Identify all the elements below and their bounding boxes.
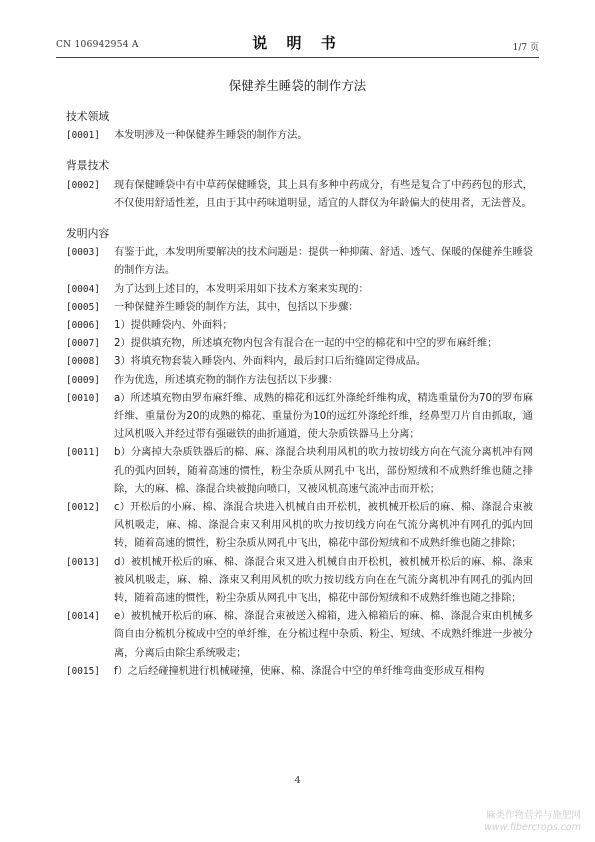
paragraph-number: [0001] <box>66 130 100 142</box>
document-body <box>66 108 533 681</box>
paragraph-text: f）之后经碰撞机进行机械碰撞，使麻、棉、涤混合中空的单纤维弯曲变形成互相构 <box>114 665 485 677</box>
paragraph-number: [0009] <box>66 374 100 386</box>
watermark-url: www.fibercrops.com <box>484 822 581 833</box>
page-header <box>56 32 539 56</box>
paragraph-text: 为了达到上述目的，本发明采用如下技术方案来实现的： <box>114 283 369 295</box>
paragraph-text: d）被机械开松后的麻、棉、涤混合束又进入机械自由开松机，被机械开松后的麻、棉、涤束被风机吸走，麻、棉、涤束又利用风机的吹力按切线方向在在气流分离机冲有网孔的弧内回转，随着高速的惯性，粉尘杂质从网孔中飞出，棉花中部份短绒和不成熟纤维也随之排除； <box>114 556 533 605</box>
section-heading-invention-content: 发明内容 <box>66 227 110 241</box>
watermark-text: 麻类作物营养与施肥网 <box>485 810 581 821</box>
paragraph <box>66 608 533 663</box>
document-type: 说 明 书 <box>252 34 343 52</box>
paragraph-number: [0012] <box>66 502 100 514</box>
paragraph <box>66 554 533 609</box>
paragraph-text: 一种保健养生睡袋的制作方法，其中，包括以下步骤： <box>114 301 359 313</box>
page-info: 1/7 页 <box>512 43 539 53</box>
paragraph-number: [0006] <box>66 320 100 332</box>
document-title: 保健养生睡袋的制作方法 <box>228 78 367 93</box>
page-number: 4 <box>294 775 301 786</box>
paragraph <box>66 244 533 280</box>
paragraph-text: 2）提供填充物，所述填充物内包含有混合在一起的中空的棉花和中空的罗布麻纤维； <box>114 338 498 350</box>
paragraph <box>66 317 533 335</box>
paragraph-text: 作为优选，所述填充物的制作方法包括以下步骤： <box>114 374 339 386</box>
section-heading-technical-field: 技术领域 <box>66 110 110 123</box>
paragraph-number: [0008] <box>66 356 100 368</box>
paragraph <box>66 499 533 554</box>
paragraph <box>66 663 533 681</box>
paragraph-number: [0002] <box>66 179 100 191</box>
paragraph <box>66 372 533 390</box>
paragraph-number: [0004] <box>66 283 100 295</box>
paragraph-number: [0011] <box>66 447 100 459</box>
paragraph-text: e）被机械开松后的麻、棉、涤混合束被送入棉箱，进入棉箱后的麻、棉、涤混合束由机械多筒自由分梳机分梳成中空的单纤维，在分梳过程中杂质、粉尘、短绒、不成熟纤维进一步被分离，分离后由除尘系统吸走； <box>114 611 533 659</box>
paragraph-number: [0013] <box>66 556 100 568</box>
paragraph-number: [0003] <box>66 247 100 259</box>
paragraph-text: a）所述填充物由罗布麻纤维、成熟的棉花和远红外涤纶纤维构成，精选重量份为70的罗布麻纤维、重量份为20的成熟的棉花、重量份为10的远红外涤纶纤维，经鼻型刀片自由抓取，通过风机吸入并经过带有强磁铁的曲折通道，使大杂质铁器马上分离； <box>114 392 533 441</box>
paragraph <box>66 127 533 145</box>
paragraph-text: 现有保健睡袋中有中草药保健睡袋，其上具有多种中药成分，有些是复合了中药药包的形式，不仅使用舒适性差，且由于其中药味道明显，适宜的人群仅为年龄偏大的使用者，无法普及。 <box>114 179 533 209</box>
paragraph <box>66 299 533 317</box>
paragraph <box>66 444 533 499</box>
paragraph-text: 3）将填充物套装入睡袋内、外面料内，最后封口后绗缝固定得成品。 <box>114 356 427 368</box>
paragraph-text: 本发明涉及一种保健养生睡袋的制作方法。 <box>114 130 308 142</box>
paragraph-text: 有鉴于此，本发明所要解决的技术问题是：提供一种抑菌、舒适、透气、保暖的保健养生睡袋的制作方法。 <box>114 247 533 277</box>
paragraph-number: [0015] <box>66 665 100 677</box>
paragraph-text: 1）提供睡袋内、外面料； <box>114 320 233 332</box>
paragraph-number: [0010] <box>66 392 100 404</box>
paragraph <box>66 281 533 299</box>
paragraph-number: [0005] <box>66 301 100 313</box>
paragraph <box>66 177 533 213</box>
paragraph-number: [0007] <box>66 338 100 350</box>
paragraph <box>66 335 533 353</box>
paragraph-text: b）分离掉大杂质铁器后的棉、麻、涤混合块利用风机的吹力按切线方向在气流分离机冲有网孔的弧内回转，随着高速的惯性，粉尘杂质从网孔中飞出，部份短绒和不成熟纤维也随之排除，大的麻、棉、涤混合块被抛向喷口，又被风机高速气流冲击而开松； <box>114 447 533 495</box>
paragraph <box>66 353 533 371</box>
patent-number: CN 106942954 A <box>56 40 139 50</box>
paragraph-number: [0014] <box>66 611 100 623</box>
site-watermark <box>484 810 581 834</box>
paragraph <box>66 390 533 445</box>
header-divider <box>56 57 539 58</box>
paragraph-text: c）开松后的小麻、棉、涤混合块进入机械自由开松机，被机械开松后的麻、棉、涤混合束被风机吸走，麻、棉、涤混合束又利用风机的吹力按切线方向在气流分离机冲有网孔的弧内回转，随着高速的惯性，粉尘杂质从网孔中飞出，棉花中部份短绒和不成熟纤维也随之排除； <box>114 502 533 550</box>
section-heading-background: 背景技术 <box>66 159 110 173</box>
